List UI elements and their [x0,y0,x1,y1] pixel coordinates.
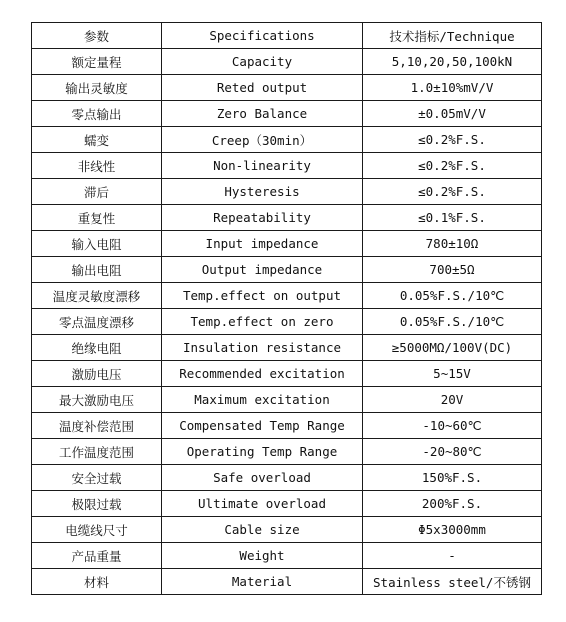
param-value: 150%F.S. [363,465,542,491]
param-en: Insulation resistance [162,335,363,361]
param-cn: 输出电阻 [32,257,162,283]
param-cn: 温度补偿范围 [32,413,162,439]
table-row [32,569,542,595]
param-cn: 材料 [32,569,162,595]
param-en: Safe overload [162,465,363,491]
param-cn: 最大激励电压 [32,387,162,413]
table-row [32,439,542,465]
param-en: Hysteresis [162,179,363,205]
table-row [32,387,542,413]
param-value: 5,10,20,50,100kN [363,49,542,75]
header-row [32,23,542,49]
table-row [32,309,542,335]
param-en: Repeatability [162,205,363,231]
table-row [32,75,542,101]
param-value: 5~15V [363,361,542,387]
param-en: Creep（30min） [162,127,363,153]
table-row [32,101,542,127]
param-value: ≤0.2%F.S. [363,153,542,179]
table-row [32,127,542,153]
table-row [32,231,542,257]
param-en: Compensated Temp Range [162,413,363,439]
param-cn: 输出灵敏度 [32,75,162,101]
table-row [32,335,542,361]
param-value: -20~80℃ [363,439,542,465]
table-row [32,361,542,387]
param-cn: 温度灵敏度漂移 [32,283,162,309]
table-row [32,413,542,439]
param-en: Recommended excitation [162,361,363,387]
param-cn: 安全过载 [32,465,162,491]
param-cn: 极限过载 [32,491,162,517]
spec-table [31,22,542,595]
param-value: 0.05%F.S./10℃ [363,309,542,335]
param-value: Φ5x3000mm [363,517,542,543]
param-value: ≤0.1%F.S. [363,205,542,231]
table-row [32,205,542,231]
param-cn: 重复性 [32,205,162,231]
param-en: Zero Balance [162,101,363,127]
param-value: ≤0.2%F.S. [363,179,542,205]
param-value: 20V [363,387,542,413]
param-en: Input impedance [162,231,363,257]
table-row [32,49,542,75]
param-en: Temp.effect on zero [162,309,363,335]
header-technique: 技术指标/Technique [363,23,542,49]
param-en: Reted output [162,75,363,101]
param-cn: 零点温度漂移 [32,309,162,335]
param-value: 0.05%F.S./10℃ [363,283,542,309]
table-row [32,257,542,283]
param-en: Weight [162,543,363,569]
param-value: 1.0±10%mV/V [363,75,542,101]
param-en: Non-linearity [162,153,363,179]
table-row [32,517,542,543]
table-row [32,543,542,569]
param-cn: 产品重量 [32,543,162,569]
param-cn: 输入电阻 [32,231,162,257]
param-en: Maximum excitation [162,387,363,413]
header-specifications: Specifications [162,23,363,49]
table-row [32,283,542,309]
param-value: ≤0.2%F.S. [363,127,542,153]
param-cn: 工作温度范围 [32,439,162,465]
param-cn: 滞后 [32,179,162,205]
table-row [32,179,542,205]
table-row [32,153,542,179]
param-value: ≥5000MΩ/100V(DC) [363,335,542,361]
param-en: Operating Temp Range [162,439,363,465]
table-row [32,465,542,491]
param-value: 780±10Ω [363,231,542,257]
param-cn: 非线性 [32,153,162,179]
header-param: 参数 [32,23,162,49]
param-en: Temp.effect on output [162,283,363,309]
param-cn: 蠕变 [32,127,162,153]
param-en: Material [162,569,363,595]
param-value: -10~60℃ [363,413,542,439]
param-value: ±0.05mV/V [363,101,542,127]
param-cn: 激励电压 [32,361,162,387]
param-cn: 额定量程 [32,49,162,75]
param-value: Stainless steel/不锈钢 [363,569,542,595]
param-cn: 电缆线尺寸 [32,517,162,543]
param-cn: 零点输出 [32,101,162,127]
param-value: 200%F.S. [363,491,542,517]
param-cn: 绝缘电阻 [32,335,162,361]
param-en: Capacity [162,49,363,75]
param-value: - [363,543,542,569]
table-row [32,491,542,517]
param-en: Cable size [162,517,363,543]
param-en: Ultimate overload [162,491,363,517]
param-en: Output impedance [162,257,363,283]
param-value: 700±5Ω [363,257,542,283]
